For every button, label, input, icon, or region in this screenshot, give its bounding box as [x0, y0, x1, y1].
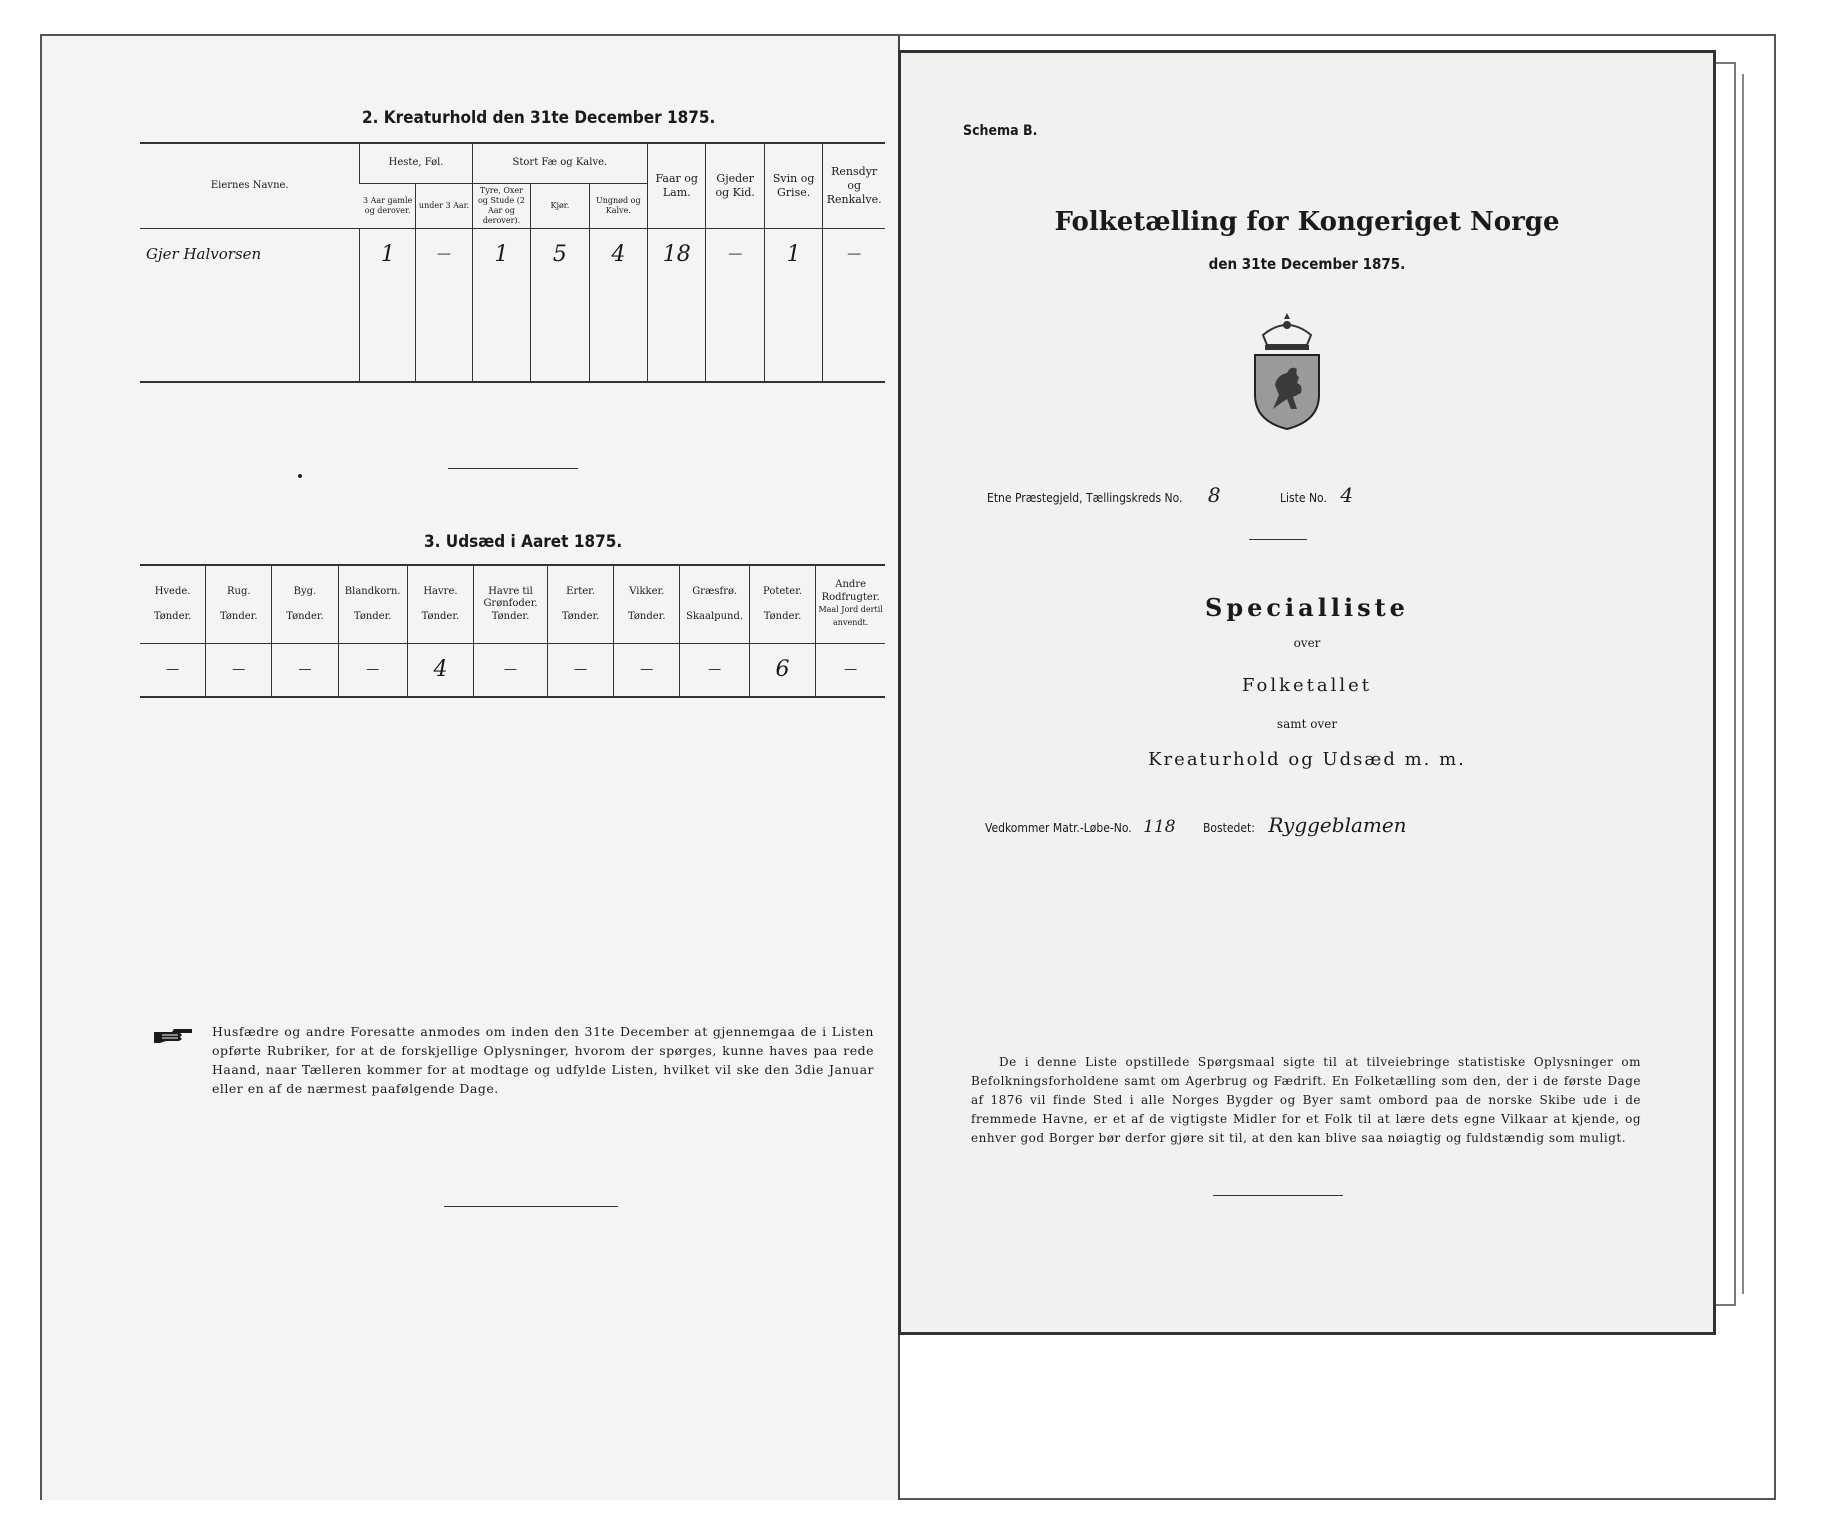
kreds-label: Tællingskreds No. — [1086, 491, 1183, 505]
heste-old-value: 1 — [360, 228, 416, 280]
rensdyr-value: — — [823, 228, 885, 280]
liste-number: 4 — [1340, 483, 1354, 507]
andre-value: — — [816, 643, 885, 697]
havre-value: 4 — [407, 643, 473, 697]
col-ungnod: Ungnød og Kalve. — [589, 183, 647, 228]
faar-value: 18 — [648, 228, 706, 280]
divider — [448, 468, 578, 469]
section3-title: 3. Udsæd i Aaret 1875. — [424, 532, 623, 552]
kjor-value: 5 — [531, 228, 589, 280]
col-rensdyr: Rensdyr og Renkalve. — [823, 143, 885, 228]
col-storfe: Stort Fæ og Kalve. — [472, 143, 647, 183]
col-kjor: Kjør. — [531, 183, 589, 228]
col-heste: Heste, Føl. — [360, 143, 472, 183]
col-erter: Erter. Tønder. — [548, 565, 614, 643]
blandkorn-value: — — [338, 643, 407, 697]
specialliste-heading: Specialliste — [1205, 593, 1409, 622]
col-andre-rodfrugter: Andre Rodfrugter. Maal Jord dertil anvendt. — [816, 565, 885, 643]
col-byg: Byg. Tønder. — [272, 565, 338, 643]
folketallet-label: Folketallet — [1241, 675, 1373, 696]
kreds-number: 8 — [1207, 483, 1221, 507]
intro-text: De i denne Liste opstillede Spørgsmaal sigte til at tilveiebringe statistiske Oplysninger om Befolkningsforholdene samt om Agerbrug og Fædrift. En Folketælling som den, der i de første Dage af 1876 vil finde Sted i alle Norges Bygder og Byer samt ombord paa de norske Skibe ude i de fremmede Havne, er et af de vigtigste Midler for et Folk til at lære dets egne Vilkaar at kjende, og enhver god Borger bør derfor gjøre sit til, at den kan blive saa nøiagtig og fuldstændig som muligt. — [971, 1055, 1641, 1145]
byg-value: — — [272, 643, 338, 697]
ungnod-value: 4 — [589, 228, 647, 280]
col-rug: Rug. Tønder. — [206, 565, 272, 643]
bosted-label: Bostedet: — [1202, 821, 1255, 835]
col-vikker: Vikker. Tønder. — [614, 565, 680, 643]
gjeder-value: — — [706, 228, 764, 280]
col-graesfro: Græsfrø. Skaalpund. — [680, 565, 749, 643]
table-row — [140, 280, 885, 314]
location-line — [987, 483, 1353, 507]
left-page — [42, 36, 900, 1500]
matr-number: 118 — [1143, 817, 1176, 837]
tyre-value: 1 — [472, 228, 530, 280]
schema-label: Schema B. — [963, 123, 1038, 139]
samt-over-label: samt over — [1276, 717, 1338, 731]
table-row — [140, 643, 885, 697]
col-owner-name: Eiernes Navne. — [210, 179, 289, 191]
table-row — [140, 348, 885, 382]
svin-value: 1 — [764, 228, 822, 280]
col-havre: Havre. Tønder. — [407, 565, 473, 643]
kreaturhold-label: Kreaturhold og Udsæd m. m. — [1148, 749, 1466, 770]
right-page — [898, 50, 1716, 1335]
norwegian-coat-of-arms-icon — [1249, 311, 1325, 435]
bosted-value: Ryggeblamen — [1268, 813, 1407, 837]
col-hvede: Hvede. Tønder. — [153, 585, 192, 622]
col-poteter: Poteter. Tønder. — [749, 565, 815, 643]
livestock-table — [140, 142, 885, 383]
notice-text: Husfædre og andre Foresatte anmodes om inden den 31te December at gjennemgaa de i Listen opførte Rubriker, for at de forskjellige Oplysninger, hvorom der spørges, kunne haves paa rede Haand, naar Tælleren kommer for at modtage og udfylde Listen, hvilket vil ske den 3die Januar eller en af de nærmest paafølgende Dage. — [212, 1024, 874, 1096]
matr-label: Vedkommer Matr.-Løbe-No. — [985, 821, 1132, 835]
havre-gronfoder-value: — — [474, 643, 548, 697]
table-row — [140, 314, 885, 348]
graesfro-value: — — [680, 643, 749, 697]
liste-label: Liste No. — [1280, 491, 1327, 505]
pointing-hand-icon — [152, 1024, 196, 1050]
prestegjeld-label: Etne Præstegjeld, — [987, 491, 1083, 505]
rug-value: — — [206, 643, 272, 697]
over-label: over — [1293, 636, 1321, 650]
col-tyre: Tyre, Oxer og Stude (2 Aar og derover). — [472, 183, 530, 228]
col-blandkorn: Blandkorn. Tønder. — [338, 565, 407, 643]
col-svin: Svin og Grise. — [764, 143, 822, 228]
col-heste-young: under 3 Aar. — [416, 183, 472, 228]
divider — [1249, 539, 1307, 540]
sowing-table — [140, 564, 885, 698]
erter-value: — — [548, 643, 614, 697]
table-row — [140, 228, 885, 280]
col-gjeder: Gjeder og Kid. — [706, 143, 764, 228]
hvede-value: — — [166, 662, 180, 678]
vikker-value: — — [614, 643, 680, 697]
census-date: den 31te December 1875. — [1208, 255, 1406, 273]
owner-name: Gjer Halvorsen — [146, 245, 262, 264]
col-heste-old: 3 Aar gamle og derover. — [362, 195, 413, 215]
poteter-value: 6 — [749, 643, 815, 697]
main-title: Folketælling for Kongeriget Norge — [1054, 207, 1560, 237]
col-havre-gronfoder: Havre til Grønfoder. Tønder. — [474, 565, 548, 643]
col-faar: Faar og Lam. — [648, 143, 706, 228]
ink-dot — [298, 474, 302, 478]
section2-title: 2. Kreaturhold den 31te December 1875. — [362, 108, 716, 128]
heste-young-value: — — [416, 228, 472, 280]
divider — [1213, 1195, 1343, 1196]
matr-line — [985, 813, 1407, 837]
divider — [444, 1206, 618, 1207]
